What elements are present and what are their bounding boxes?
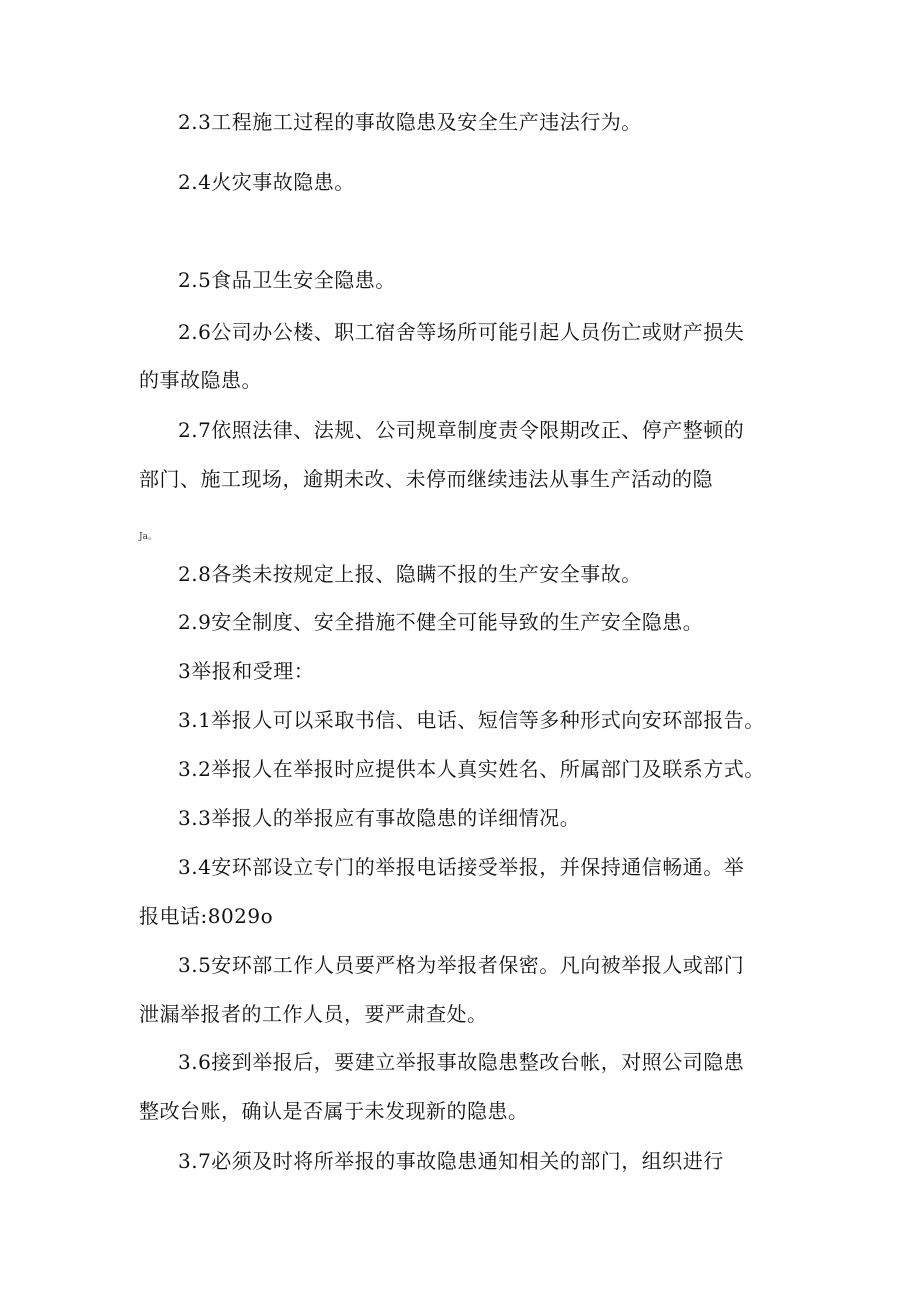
paragraph-2-7-continued: 部门、施工现场，逾期未改、未停而继续违法从事生产活动的隐 [139, 467, 713, 491]
paragraph-3-6: 3.6接到举报后，要建立举报事故隐患整改台帐，对照公司隐患 [178, 1050, 745, 1074]
paragraph-2-7-fragment: Ja。 [139, 532, 157, 542]
paragraph-2-8: 2.8各类未按规定上报、隐瞒不报的生产安全事故。 [178, 562, 642, 586]
section-3-heading: 3举报和受理： [178, 659, 315, 683]
paragraph-2-3: 2.3工程施工过程的事故隐患及安全生产违法行为。 [178, 110, 642, 134]
paragraph-3-6-continued: 整改台账，确认是否属于未发现新的隐患。 [139, 1099, 529, 1123]
paragraph-3-5-continued: 泄漏举报者的工作人员，要严肃查处。 [139, 1002, 488, 1026]
paragraph-2-6: 2.6公司办公楼、职工宿舍等场所可能引起人员伤亡或财产损失 [178, 320, 745, 344]
paragraph-2-4: 2.4火灾事故隐患。 [178, 170, 355, 194]
paragraph-3-1: 3.1举报人可以采取书信、电话、短信等多种形式向安环部报告。 [178, 708, 765, 732]
paragraph-3-7: 3.7必须及时将所举报的事故隐患通知相关的部门，组织进行 [178, 1149, 724, 1173]
paragraph-2-6-continued: 的事故隐患。 [139, 368, 262, 392]
paragraph-2-9: 2.9安全制度、安全措施不健全可能导致的生产安全隐患。 [178, 610, 704, 634]
paragraph-3-4-continued: 报电话:8029o [139, 904, 274, 928]
paragraph-3-4: 3.4安环部设立专门的举报电话接受举报，并保持通信畅通。举 [178, 855, 745, 879]
paragraph-2-5: 2.5食品卫生安全隐患。 [178, 268, 396, 292]
paragraph-3-2: 3.2举报人在举报时应提供本人真实姓名、所属部门及联系方式。 [178, 757, 765, 781]
paragraph-3-3: 3.3举报人的举报应有事故隐患的详细情况。 [178, 806, 581, 830]
paragraph-3-5: 3.5安环部工作人员要严格为举报者保密。凡向被举报人或部门 [178, 953, 745, 977]
paragraph-2-7: 2.7依照法律、法规、公司规章制度责令限期改正、停产整顿的 [178, 418, 745, 442]
